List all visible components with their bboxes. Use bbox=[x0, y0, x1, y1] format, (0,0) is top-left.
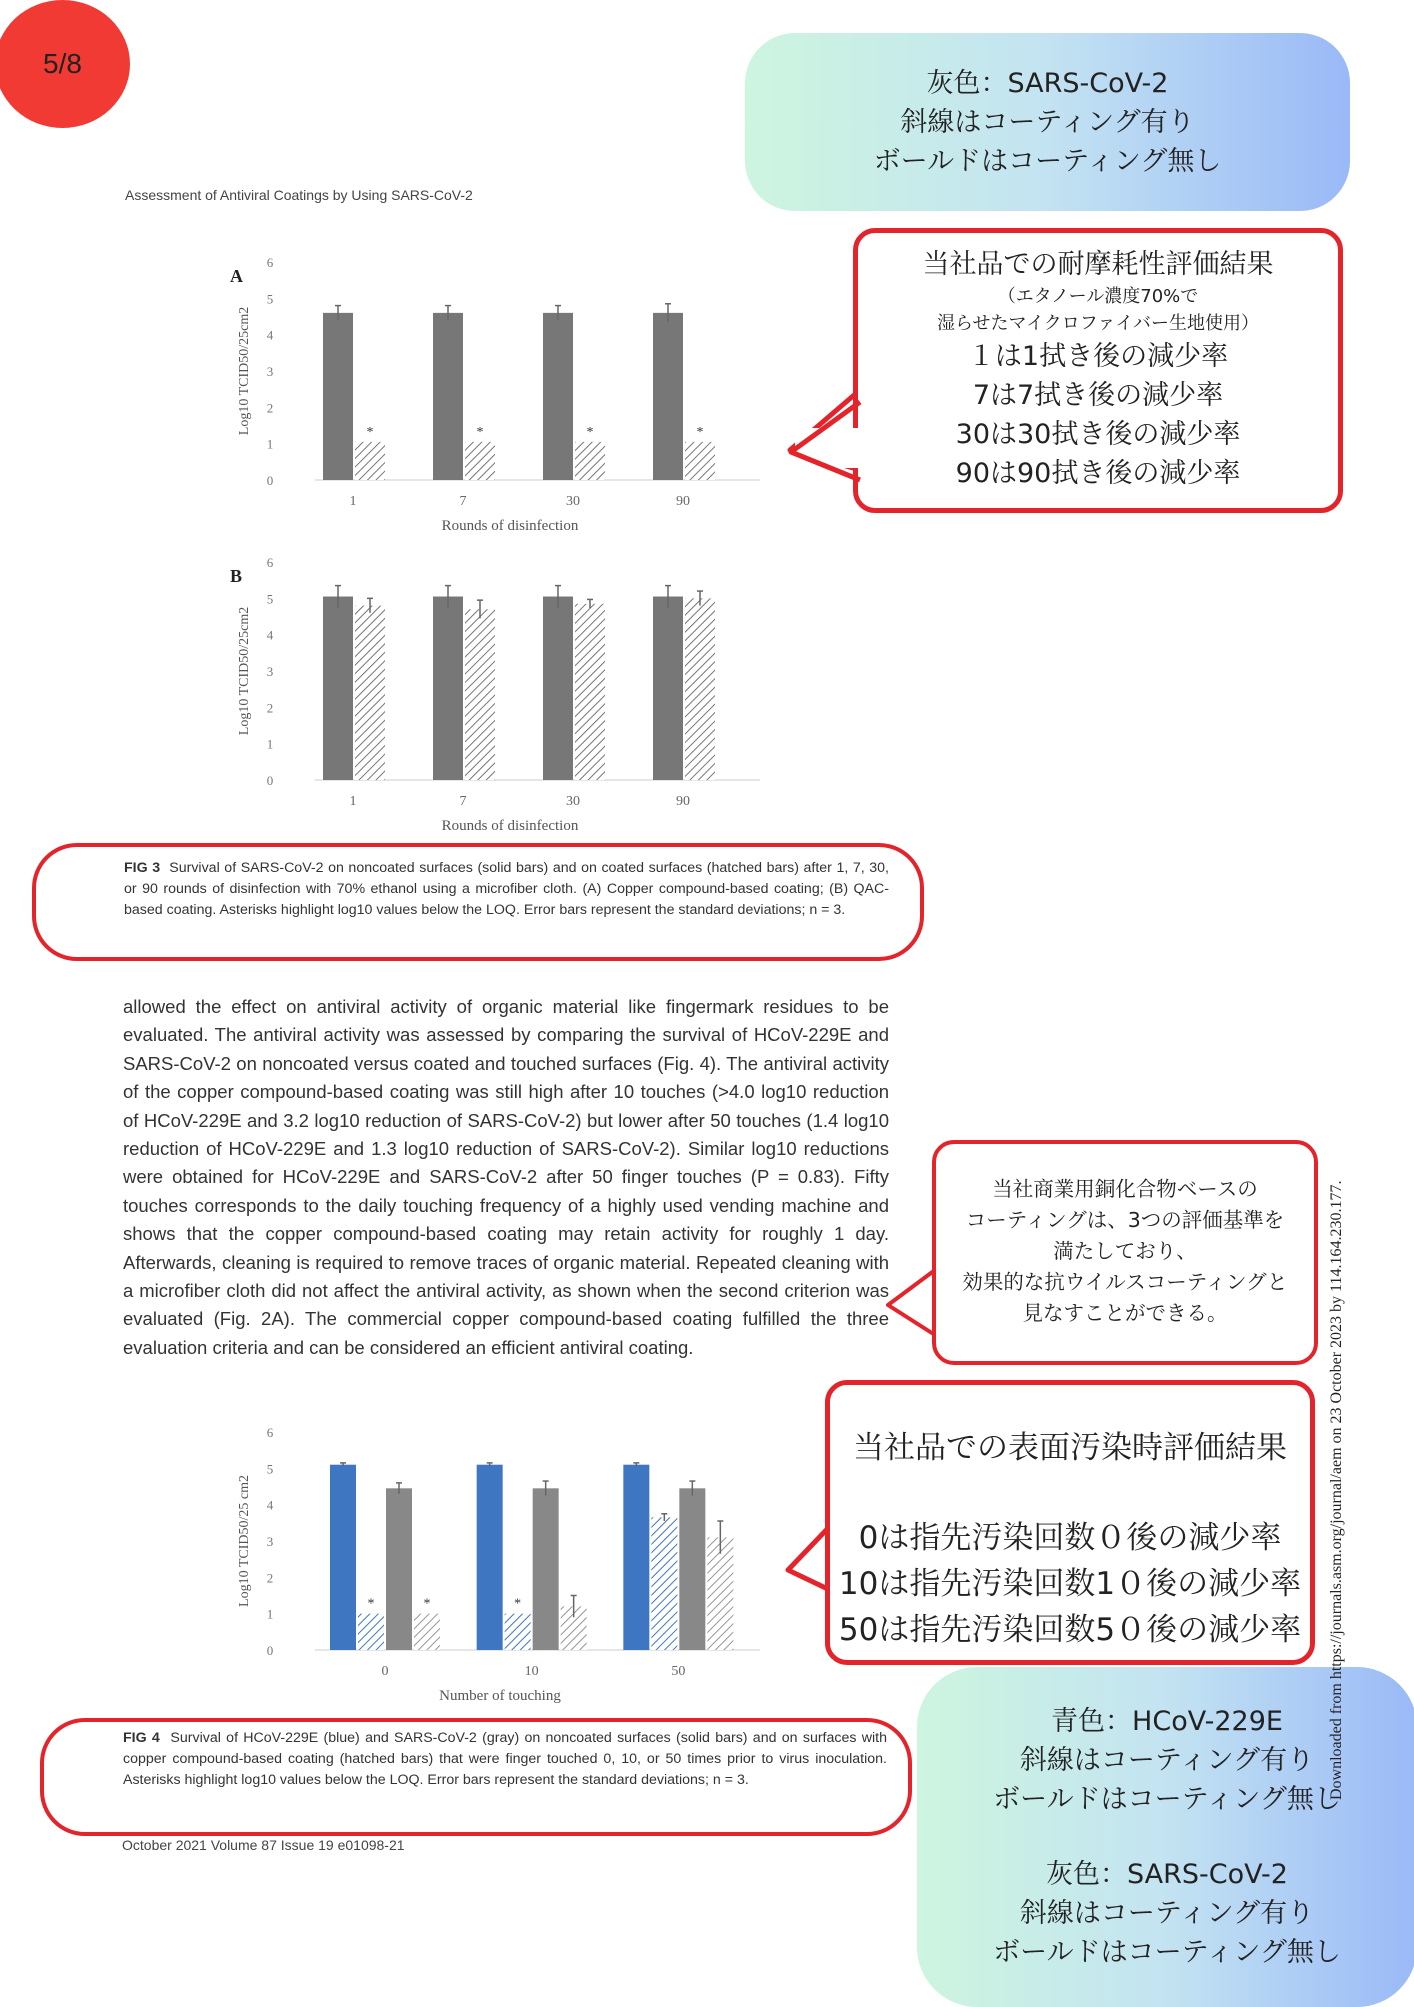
x-tick-label: 10 bbox=[524, 1664, 539, 1679]
legend-line: 灰色：SARS-CoV-2 bbox=[926, 67, 1169, 99]
y-tick-label: 5 bbox=[266, 591, 274, 607]
x-axis-label: Rounds of disinfection bbox=[441, 518, 579, 534]
legend-line: 斜線はコーティング有り bbox=[900, 106, 1195, 138]
bar bbox=[651, 1517, 677, 1650]
y-tick-label: 1 bbox=[266, 436, 274, 452]
callout-copper-pointer bbox=[880, 1260, 940, 1350]
callout-line: 見なすことができる。 bbox=[1022, 1301, 1228, 1325]
asterisk-marker: * bbox=[423, 1596, 431, 1612]
y-axis-label: Log10 TCID50/25cm2 bbox=[237, 606, 252, 736]
x-tick-label: 1 bbox=[349, 794, 357, 809]
bar bbox=[414, 1614, 440, 1650]
bar bbox=[575, 604, 605, 780]
bar bbox=[355, 442, 385, 480]
bar bbox=[685, 442, 715, 480]
bar bbox=[386, 1488, 412, 1650]
footer: October 2021 Volume 87 Issue 19 e01098-21 bbox=[122, 1837, 405, 1853]
callout-line: 当社商業用銅化合物ベースの bbox=[992, 1177, 1258, 1201]
y-axis-label: Log10 TCID50/25cm2 bbox=[237, 306, 252, 436]
fig3-label: FIG 3 bbox=[124, 860, 161, 876]
running-head: Assessment of Antiviral Coatings by Using SARS-CoV-2 bbox=[125, 187, 473, 203]
x-tick-label: 30 bbox=[566, 794, 580, 809]
callout-line: １は1拭き後の減少率 bbox=[967, 341, 1229, 372]
callout-title: 当社品での表面汚染時評価結果 bbox=[853, 1430, 1287, 1466]
bar bbox=[465, 442, 495, 480]
asterisk-marker: * bbox=[367, 1596, 375, 1612]
panel-label: A bbox=[230, 266, 243, 286]
y-tick-label: 4 bbox=[266, 1497, 274, 1513]
y-tick-label: 2 bbox=[266, 1570, 274, 1586]
bar bbox=[433, 597, 463, 780]
bar bbox=[355, 606, 385, 780]
side-download-text: Downloaded from https://journals.asm.org/journal/aem on 23 October 2023 by 114.164.230.177. bbox=[1328, 1180, 1345, 1800]
callout-title: 当社品での耐摩耗性評価結果 bbox=[922, 249, 1274, 280]
y-tick-label: 6 bbox=[266, 1425, 274, 1440]
page-number-badge bbox=[0, 0, 130, 128]
y-tick-label: 5 bbox=[266, 291, 274, 307]
callout-pointer-outline bbox=[785, 380, 865, 490]
x-tick-label: 90 bbox=[676, 794, 690, 809]
fig3-panel-a bbox=[220, 245, 780, 545]
bar bbox=[653, 597, 683, 780]
y-tick-label: 3 bbox=[266, 664, 274, 679]
y-tick-label: 1 bbox=[266, 1606, 274, 1622]
y-tick-label: 0 bbox=[266, 773, 274, 788]
x-tick-label: 1 bbox=[349, 494, 357, 509]
callout-copper bbox=[932, 1140, 1318, 1365]
x-axis-label: Number of touching bbox=[439, 1688, 561, 1704]
bar bbox=[433, 313, 463, 480]
y-tick-label: 2 bbox=[266, 400, 274, 416]
callout-line: 満たしており、 bbox=[1053, 1239, 1197, 1263]
fig4-caption-text: Survival of HCoV-229E (blue) and SARS-CoV-2 (gray) on noncoated surfaces (solid bars) and on surfaces with copper compound-based coating (hatched bars) that were finger touched 0, 10, or 50 times prior to virus inoculation. Asterisks highlight log10 values below the LOQ. Error bars represent the standard deviations; n = 3. bbox=[123, 1730, 887, 1788]
asterisk-marker: * bbox=[366, 424, 374, 440]
callout-line: 30は30拭き後の減少率 bbox=[955, 419, 1241, 450]
asterisk-marker: * bbox=[586, 424, 594, 440]
asterisk-marker: * bbox=[476, 424, 484, 440]
page-number: 5/8 bbox=[43, 48, 82, 79]
y-tick-label: 5 bbox=[266, 1461, 274, 1477]
y-tick-label: 6 bbox=[266, 555, 274, 570]
callout-note: 湿らせたマイクロファイバー生地使用） bbox=[936, 313, 1260, 334]
legend-box-top bbox=[745, 33, 1350, 211]
fig3-caption bbox=[124, 858, 889, 921]
x-tick-label: 7 bbox=[459, 794, 467, 809]
y-tick-label: 0 bbox=[266, 473, 274, 488]
bar bbox=[465, 609, 495, 780]
legend-line: 青色：HCoV-229E bbox=[1051, 1706, 1283, 1737]
y-tick-label: 3 bbox=[266, 364, 274, 379]
callout-line: 50は指先汚染回数5０後の減少率 bbox=[838, 1612, 1302, 1648]
legend-line: 斜線はコーティング有り bbox=[1019, 1745, 1315, 1776]
bar bbox=[477, 1465, 503, 1650]
bar bbox=[323, 597, 353, 780]
bar bbox=[543, 313, 573, 480]
y-tick-label: 4 bbox=[266, 627, 274, 643]
callout-line: 7は7拭き後の減少率 bbox=[972, 380, 1224, 411]
bar bbox=[505, 1614, 531, 1650]
bar bbox=[533, 1488, 559, 1650]
x-tick-label: 0 bbox=[381, 1664, 389, 1679]
legend-line: 斜線はコーティング有り bbox=[1019, 1898, 1315, 1929]
y-axis-label: Log10 TCID50/25 cm2 bbox=[237, 1475, 252, 1607]
fig4-caption bbox=[123, 1728, 887, 1791]
y-tick-label: 6 bbox=[266, 255, 274, 270]
fig4-label: FIG 4 bbox=[123, 1730, 160, 1746]
asterisk-marker: * bbox=[514, 1596, 522, 1612]
callout-contamination bbox=[825, 1380, 1315, 1665]
y-tick-label: 4 bbox=[266, 327, 274, 343]
fig4-chart bbox=[220, 1415, 780, 1715]
legend-line: 灰色：SARS-CoV-2 bbox=[1046, 1859, 1288, 1890]
x-tick-label: 7 bbox=[459, 494, 467, 509]
y-tick-label: 1 bbox=[266, 736, 274, 752]
y-tick-label: 3 bbox=[266, 1534, 274, 1549]
fig3-caption-text: Survival of SARS-CoV-2 on noncoated surfaces (solid bars) and on coated surfaces (hatched bars) after 1, 7, 30, or 90 rounds of disinfection with 70% ethanol using a microfiber cloth. (A) Copper compound-based coating; (B) QAC-based coating. Asterisks highlight log10 values below the LOQ. Error bars represent the standard deviations; n = 3. bbox=[124, 860, 889, 918]
bar bbox=[685, 598, 715, 780]
bar bbox=[653, 313, 683, 480]
legend-line: ボールドはコーティング無し bbox=[993, 1784, 1341, 1815]
bar bbox=[679, 1488, 705, 1650]
bar bbox=[575, 442, 605, 480]
bar bbox=[707, 1537, 733, 1650]
spacer bbox=[830, 1471, 1310, 1515]
legend-line: ボールドはコーティング無し bbox=[873, 145, 1222, 177]
x-tick-label: 30 bbox=[566, 494, 580, 509]
callout-note: （エタノール濃度70%で bbox=[997, 286, 1199, 307]
callout-line: 効果的な抗ウイルスコーティングと bbox=[962, 1270, 1288, 1294]
bar bbox=[330, 1465, 356, 1650]
body-paragraph: allowed the effect on antiviral activity of organic material like fingermark residues to be evaluated. The antiviral activity was assessed by comparing the survival of HCoV-229E and SARS-CoV-2 on noncoated versus coated and touched surfaces (Fig. 4). The antiviral activity of the copper compound-based coating was still high after 10 touches (>4.0 log10 reduction of HCoV-229E and 3.2 log10 reduction of SARS-CoV-2) but lower after 50 touches (1.4 log10 reduction of HCoV-229E and 1.3 log10 reduction of SARS-CoV-2). Similar log10 reductions were obtained for HCoV-229E and SARS-CoV-2 after 50 finger touches (P = 0.83). Fifty touches corresponds to the daily touching frequency of a highly used vending machine and shows that the copper compound-based coating may retain activity for roughly 1 day. Afterwards, cleaning is required to remove traces of organic material. Repeated cleaning with a microfiber cloth did not affect the antiviral activity, as shown when the second criterion was evaluated (Fig. 2A). The commercial copper compound-based coating fulfilled the three evaluation criteria and can be considered an efficient antiviral coating. bbox=[123, 996, 889, 1358]
y-tick-label: 2 bbox=[266, 700, 274, 716]
bar bbox=[543, 597, 573, 780]
asterisk-marker: * bbox=[696, 424, 704, 440]
callout-line: 10は指先汚染回数1０後の減少率 bbox=[838, 1566, 1302, 1602]
x-tick-label: 90 bbox=[676, 494, 690, 509]
bar bbox=[358, 1614, 384, 1650]
fig3-panel-b bbox=[220, 545, 780, 845]
callout-line: 0は指先汚染回数０後の減少率 bbox=[858, 1520, 1282, 1556]
legend-line: ボールドはコーティング無し bbox=[993, 1937, 1341, 1968]
callout-line: 90は90拭き後の減少率 bbox=[955, 458, 1241, 489]
bar bbox=[623, 1465, 649, 1650]
bar bbox=[323, 313, 353, 480]
y-tick-label: 0 bbox=[266, 1643, 274, 1658]
callout-abrasion bbox=[853, 228, 1343, 513]
x-axis-label: Rounds of disinfection bbox=[441, 818, 579, 834]
callout-line: コーティングは、3つの評価基準を bbox=[965, 1208, 1285, 1232]
panel-label: B bbox=[230, 566, 243, 586]
x-tick-label: 50 bbox=[671, 1664, 686, 1679]
